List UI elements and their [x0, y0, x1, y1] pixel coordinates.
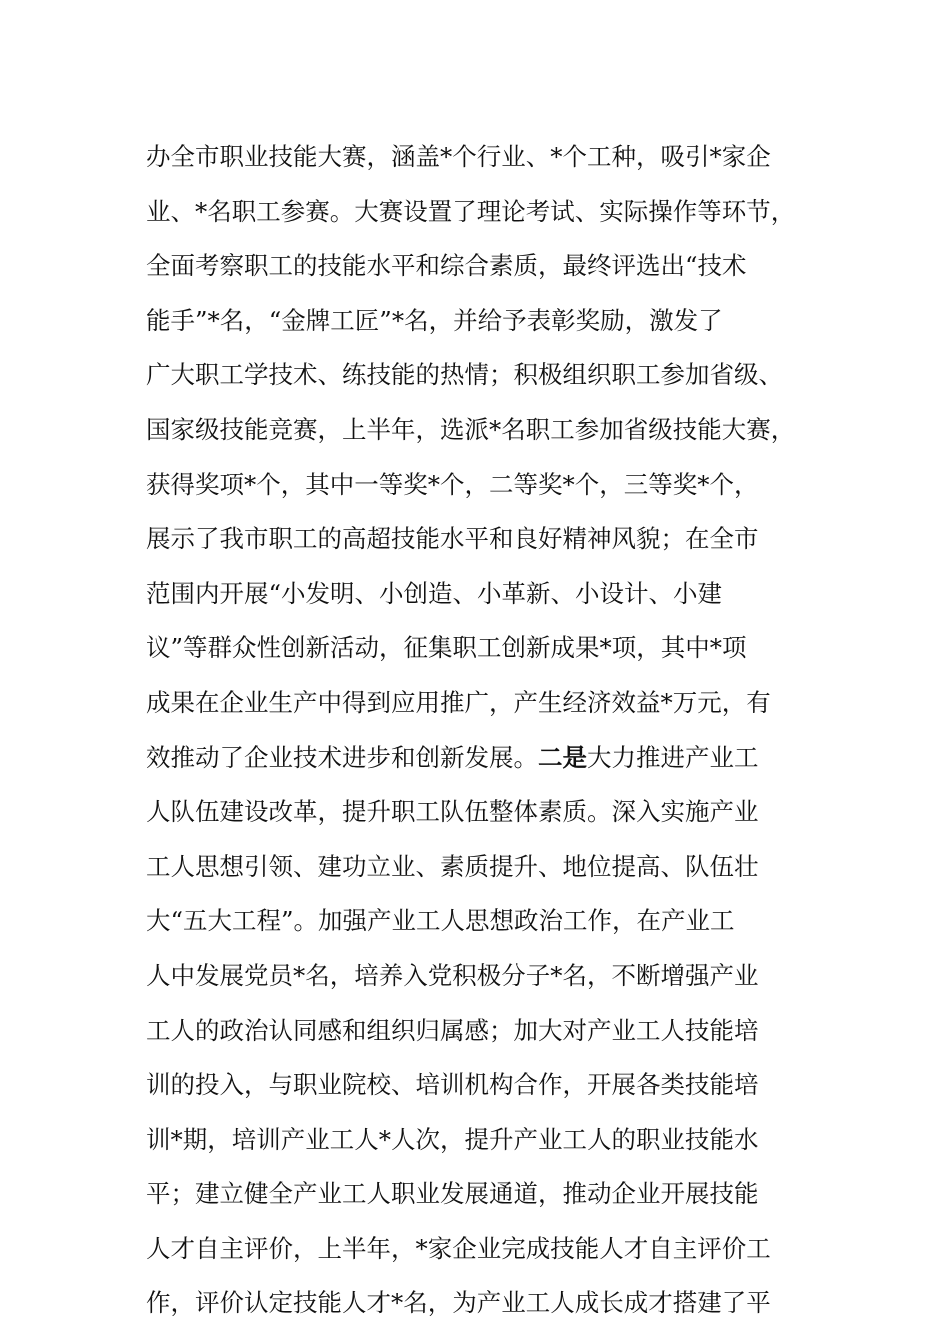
- text-line-21: 人才自主评价，上半年，*家企业完成技能人才自主评价工: [146, 1233, 771, 1263]
- text-line-13: 人队伍建设改革，提升职工队伍整体素质。深入实施产业: [146, 797, 759, 827]
- text-line-14: 工人思想引领、建功立业、素质提升、地位提高、队伍壮: [146, 851, 759, 881]
- text-line-9: 范围内开展“小发明、小创造、小革新、小设计、小建: [146, 578, 723, 608]
- text-line-6: 国家级技能竞赛，上半年，选派*名职工参加省级技能大赛，: [146, 414, 796, 444]
- text-line-3: 全面考察职工的技能水平和综合素质，最终评选出“技术: [146, 251, 747, 281]
- text-line-12: [146, 731, 806, 786]
- text-line-12-end: 大力推进产业工: [587, 742, 759, 772]
- text-line-7: 获得奖项*个，其中一等奖*个，二等奖*个，三等奖*个，: [146, 469, 759, 499]
- text-line-11: 成果在企业生产中得到应用推广，产生经济效益*万元，有: [146, 687, 771, 717]
- text-line-22: 作，评价认定技能人才*名，为产业工人成长成才搭建了平: [146, 1288, 771, 1318]
- text-line-19: 训*期，培训产业工人*人次，提升产业工人的职业技能水: [146, 1124, 759, 1154]
- text-line-15: 大“五大工程”。加强产业工人思想政治工作，在产业工: [146, 906, 735, 936]
- text-line-16: 人中发展党员*名，培养入党积极分子*名，不断增强产业: [146, 960, 759, 990]
- text-line-17: 工人的政治认同感和组织归属感；加大对产业工人技能培: [146, 1015, 759, 1045]
- text-line-18: 训的投入，与职业院校、培训机构合作，开展各类技能培: [146, 1070, 759, 1100]
- text-line-12-start: 效推动了企业技术进步和创新发展。: [146, 742, 538, 772]
- text-line-2: 业、*名职工参赛。大赛设置了理论考试、实际操作等环节，: [146, 196, 796, 226]
- text-line-4: 能手”*名，“金牌工匠”*名，并给予表彰奖励，激发了: [146, 305, 723, 335]
- text-line-5: 广大职工学技术、练技能的热情；积极组织职工参加省级、: [146, 360, 783, 390]
- body-text: [146, 130, 806, 1331]
- text-line-10: 议”等群众性创新活动，征集职工创新成果*项，其中*项: [146, 633, 747, 663]
- text-line-1: 办全市职业技能大赛，涵盖*个行业、*个工种，吸引*家企: [146, 142, 771, 171]
- bold-marker: 二是: [538, 742, 587, 772]
- text-line-20: 平；建立健全产业工人职业发展通道，推动企业开展技能: [146, 1179, 759, 1209]
- text-line-8: 展示了我市职工的高超技能水平和良好精神风貌；在全市: [146, 524, 759, 554]
